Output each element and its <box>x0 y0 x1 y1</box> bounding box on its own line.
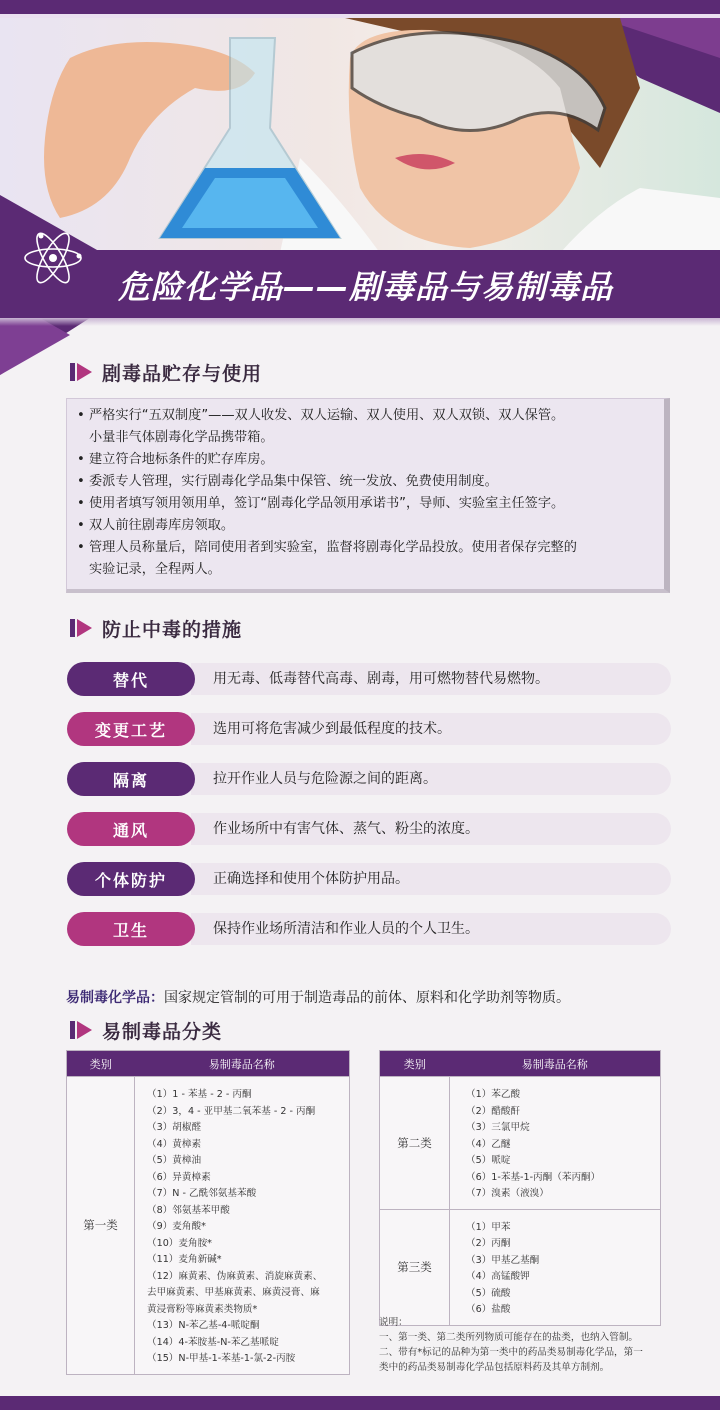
title-band-shadow <box>0 318 720 326</box>
list-item: （5）哌啶 <box>466 1155 511 1166</box>
measure-text: 作业场所中有害气体、蒸气、粉尘的浓度。 <box>213 821 479 837</box>
category-cell: 第一类 <box>67 1077 135 1375</box>
arrow-icon <box>70 619 92 637</box>
list-item: （9）麦角酸* <box>147 1221 206 1232</box>
measure-text: 正确选择和使用个体防护用品。 <box>213 871 409 887</box>
measure-row <box>67 712 671 746</box>
list-item: （8）邻氨基苯甲酸 <box>147 1204 230 1216</box>
list-item: （14）4-苯胺基-N-苯乙基哌啶 <box>147 1336 279 1348</box>
list-item: （6）1-苯基-1-丙酮（苯丙酮） <box>466 1171 601 1183</box>
list-item: （7）溴素（液溴） <box>466 1188 549 1199</box>
list-item: （11）麦角新碱* <box>147 1254 222 1265</box>
measure-label: 个体防护 <box>67 862 195 896</box>
list-item: （6）异黄樟素 <box>147 1171 211 1183</box>
category-cell: 第三类 <box>380 1209 450 1325</box>
top-stripe <box>0 0 720 14</box>
measure-text: 选用可将危害减少到最低程度的技术。 <box>213 721 451 737</box>
measure-row <box>67 862 671 896</box>
list-item: （15）N-甲基-1-苯基-1-氯-2-丙胺 <box>147 1353 296 1364</box>
list-item: （1）1 - 苯基 - 2 - 丙酮 <box>147 1089 252 1100</box>
measure-label: 通风 <box>67 812 195 846</box>
list-item: （7）N - 乙酰邻氨基苯酸 <box>147 1188 257 1199</box>
table-row <box>67 1077 350 1375</box>
table-row <box>380 1209 661 1325</box>
bullet-item: • 使用者填写领用领用单，签订“剧毒化学品领用承诺书”，导师、实验室主任签字。 <box>77 493 656 515</box>
column-header: 易制毒品名称 <box>450 1051 661 1077</box>
list-item: （6）盐酸 <box>466 1304 511 1315</box>
bullet-item: • 委派专人管理，实行剧毒化学品集中保管、统一发放、免费使用制度。 <box>77 471 656 493</box>
category-cell: 第二类 <box>380 1077 450 1210</box>
definition-text: 国家规定管制的可用于制造毒品的前体、原料和化学助剂等物质。 <box>164 990 570 1006</box>
list-item: 去甲麻黄素、甲基麻黄素、麻黄浸膏、麻 <box>147 1287 320 1298</box>
list-item: （5）黄樟油 <box>147 1155 202 1166</box>
list-item: （3）三氯甲烷 <box>466 1122 530 1133</box>
list-item: （10）麦角胺* <box>147 1237 212 1249</box>
section-heading-storage <box>70 358 262 386</box>
measure-label: 变更工艺 <box>67 712 195 746</box>
measure-label: 隔离 <box>67 762 195 796</box>
storage-rules-box <box>66 398 670 593</box>
section-heading-classification <box>70 1016 222 1044</box>
arrow-icon <box>70 363 92 381</box>
list-item: （13）N-苯乙基-4-哌啶酮 <box>147 1320 260 1331</box>
measure-text: 保持作业场所清洁和作业人员的个人卫生。 <box>213 921 479 937</box>
bottom-stripe <box>0 1396 720 1410</box>
list-item: （2）3，4 - 亚甲基二氧苯基 - 2 - 丙酮 <box>147 1105 316 1117</box>
definition-term: 易制毒化学品： <box>66 990 164 1006</box>
table-notes <box>379 1315 679 1375</box>
list-item: （1）甲苯 <box>466 1221 511 1233</box>
section-title: 防止中毒的措施 <box>102 618 243 641</box>
column-header: 类别 <box>380 1051 450 1077</box>
table-row <box>380 1077 661 1210</box>
list-item: （4）乙醚 <box>466 1138 511 1150</box>
arrow-icon <box>70 1021 92 1039</box>
category-two-three-table <box>379 1050 661 1326</box>
bullet-item: • 严格实行“五双制度”——双人收发、双人运输、双人使用、双人双锁、双人保管。 小量非气体剧毒化学品携带箱。 <box>77 405 656 449</box>
section-title: 剧毒品贮存与使用 <box>102 362 263 385</box>
bullet-item: • 建立符合地标条件的贮存库房。 <box>77 449 656 471</box>
list-item: （1）苯乙酸 <box>466 1089 521 1100</box>
bullet-item: • 双人前往剧毒库房领取。 <box>77 515 656 537</box>
measure-row <box>67 762 671 796</box>
list-item: （4）黄樟素 <box>147 1138 202 1150</box>
list-item: （2）丙酮 <box>466 1238 511 1249</box>
items-cell <box>450 1209 661 1325</box>
column-header: 易制毒品名称 <box>135 1051 350 1077</box>
measure-label: 替代 <box>67 662 195 696</box>
list-item: （3）甲基乙基酮 <box>466 1254 540 1266</box>
measure-text: 用无毒、低毒替代高毒、剧毒，用可燃物替代易燃物。 <box>213 671 549 687</box>
note-line: 类中的药品类易制毒化学品包括原料药及其单方制剂。 <box>379 1362 610 1373</box>
page-title: 危险化学品——剧毒品与易制毒品 <box>118 268 614 306</box>
section-heading-prevention <box>70 614 242 642</box>
list-item: （5）硫酸 <box>466 1287 511 1299</box>
list-item: （4）高锰酸钾 <box>466 1271 530 1282</box>
note-line: 二、带有*标记的品种为第一类中的药品类易制毒化学品，第一 <box>379 1347 643 1358</box>
note-line: 一、第一类、第二类所列物质可能存在的盐类，也纳入管制。 <box>379 1332 639 1343</box>
column-header: 类别 <box>67 1051 135 1077</box>
list-item: （2）醋酸酐 <box>466 1105 521 1117</box>
measure-row <box>67 812 671 846</box>
note-line: 说明： <box>379 1317 408 1328</box>
measure-text: 拉开作业人员与危险源之间的距离。 <box>213 771 437 787</box>
measure-label: 卫生 <box>67 912 195 946</box>
category-one-table <box>66 1050 350 1375</box>
items-cell <box>450 1077 661 1210</box>
measure-row <box>67 662 671 696</box>
list-item: （12）麻黄素、伪麻黄素、消旋麻黄素、 <box>147 1270 323 1282</box>
atom-icon <box>22 232 84 284</box>
items-cell <box>135 1077 350 1375</box>
measure-row <box>67 912 671 946</box>
list-item: 黄浸膏粉等麻黄素类物质* <box>147 1303 258 1315</box>
precursor-definition <box>66 987 570 1007</box>
list-item: （3）胡椒醛 <box>147 1122 202 1133</box>
bullet-item: • 管理人员称量后，陪同使用者到实验室，监督将剧毒化学品投放。使用者保存完整的 实验记录，全程两人。 <box>77 537 656 581</box>
section-title: 易制毒品分类 <box>102 1020 223 1043</box>
